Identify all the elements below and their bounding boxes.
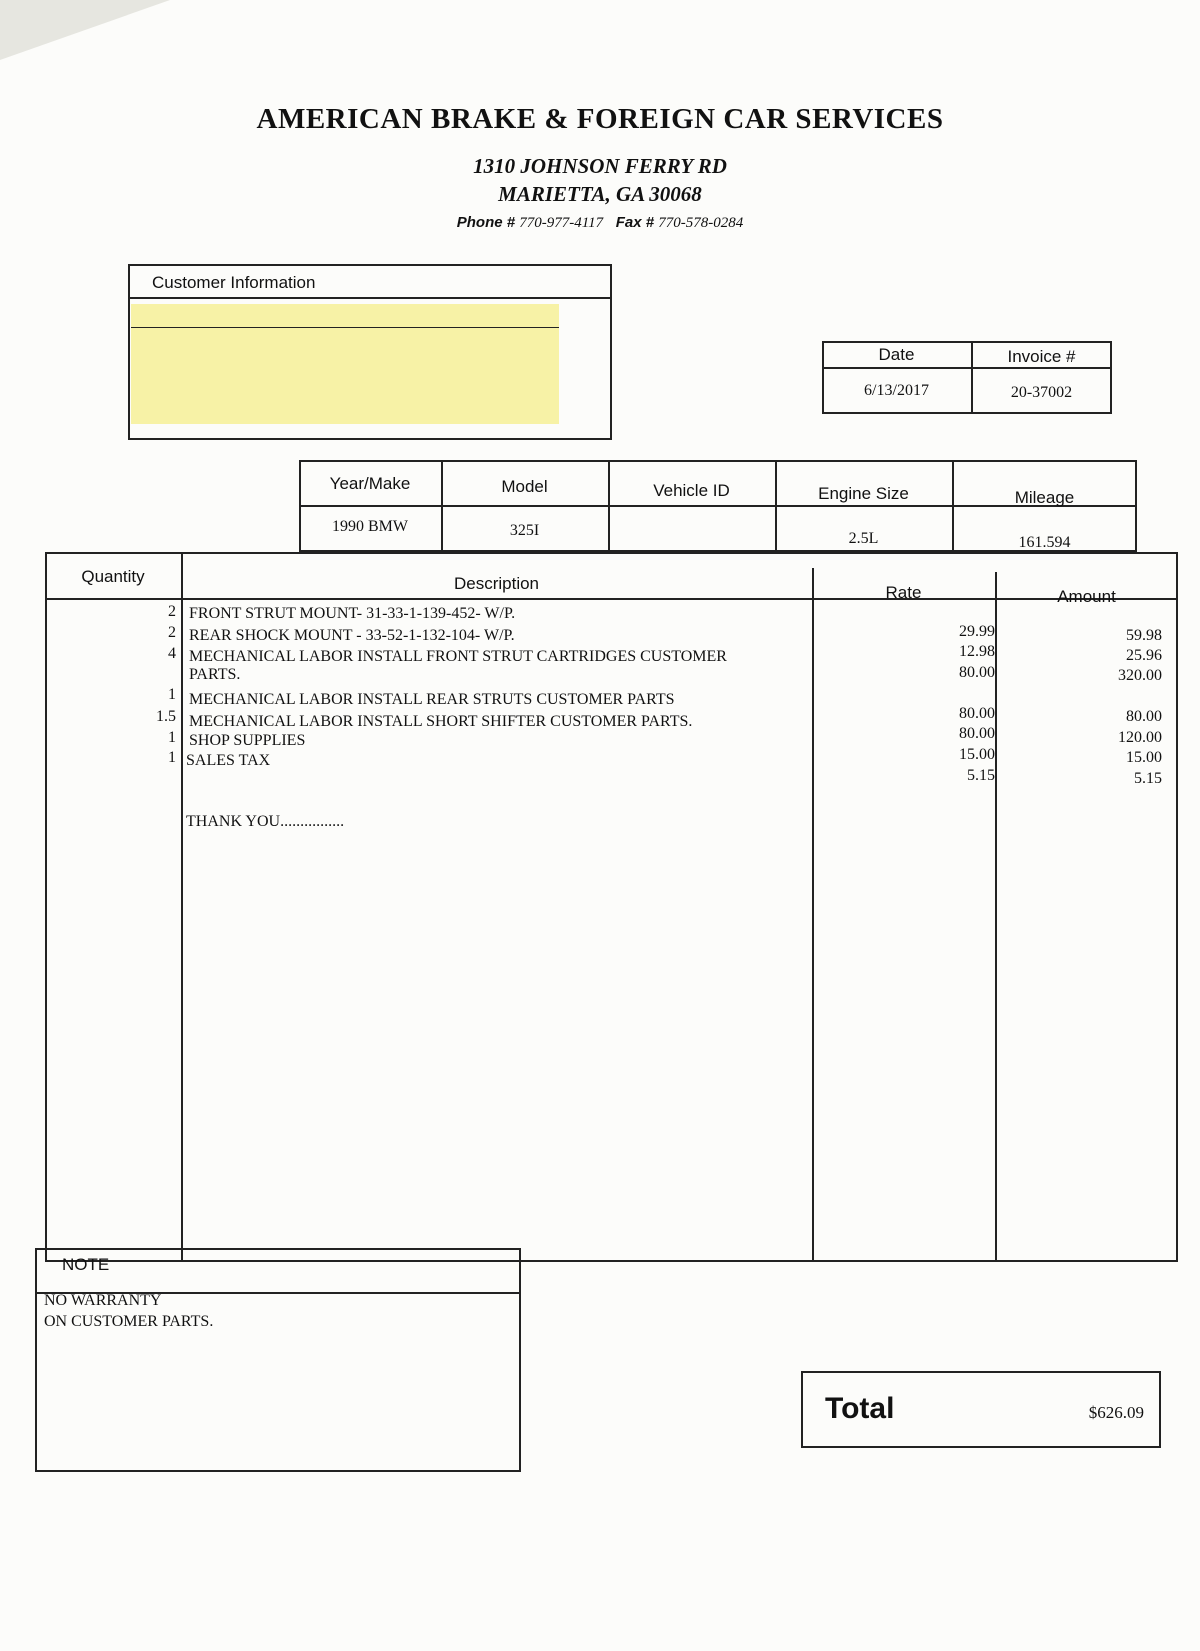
item-quantity: 1 — [168, 686, 176, 703]
date-label: Date — [878, 345, 915, 364]
vehicle-year-make: 1990 BMW — [332, 518, 408, 535]
item-quantity: 1 — [168, 729, 176, 746]
items-col-sep-description — [812, 568, 814, 1262]
total-value: $626.09 — [1088, 1403, 1144, 1422]
fax-label: Fax # — [615, 214, 655, 231]
item-rate: 80.00 — [959, 664, 995, 681]
item-amount: 59.98 — [1126, 627, 1162, 644]
company-address-line2: MARIETTA, GA 30068 — [498, 182, 702, 206]
item-quantity: 1 — [168, 749, 176, 766]
items-header-description: Description — [453, 574, 540, 593]
vehicle-mileage: 161.594 — [1018, 534, 1071, 551]
redacted-customer-highlight — [131, 304, 559, 424]
item-quantity: 4 — [168, 645, 176, 662]
items-header-amount: Amount — [1057, 587, 1116, 606]
items-col-sep-rate — [995, 572, 997, 1262]
item-quantity: 1.5 — [156, 708, 176, 725]
item-description: SALES TAX — [186, 752, 271, 769]
note-box — [35, 1248, 521, 1472]
item-quantity: 2 — [168, 624, 176, 641]
item-rate: 80.00 — [959, 725, 995, 742]
vehicle-header-mileage: Mileage — [1014, 488, 1075, 507]
invoice-date: 6/13/2017 — [864, 382, 929, 399]
item-amount: 80.00 — [1126, 708, 1162, 725]
total-label: Total — [825, 1392, 895, 1425]
note-line1: NO WARRANTY — [44, 1292, 162, 1309]
vehicle-col-sep-2 — [608, 460, 610, 552]
item-amount: 5.15 — [1134, 770, 1162, 787]
phone-label: Phone # — [456, 214, 516, 231]
item-description-continued: PARTS. — [189, 666, 241, 683]
item-description: MECHANICAL LABOR INSTALL FRONT STRUT CARTRIDGES CUSTOMER — [189, 648, 727, 665]
item-rate: 15.00 — [959, 746, 995, 763]
company-contact-line — [0, 214, 1200, 232]
item-rate: 29.99 — [959, 623, 995, 640]
note-label: NOTE — [62, 1255, 110, 1274]
vehicle-header-engine-size: Engine Size — [818, 484, 909, 503]
invoice-number: 20-37002 — [1010, 384, 1073, 401]
item-description: MECHANICAL LABOR INSTALL SHORT SHIFTER CUSTOMER PARTS. — [189, 713, 693, 730]
item-rate: 12.98 — [959, 643, 995, 660]
note-line2: ON CUSTOMER PARTS. — [44, 1313, 214, 1330]
item-description: FRONT STRUT MOUNT- 31-33-1-139-452- W/P. — [189, 605, 516, 622]
item-quantity: 2 — [168, 603, 176, 620]
item-amount: 25.96 — [1126, 647, 1162, 664]
vehicle-header-vehicle-id: Vehicle ID — [653, 481, 730, 500]
item-rate: 80.00 — [959, 705, 995, 722]
items-col-sep-quantity — [181, 552, 183, 1262]
item-amount: 320.00 — [1118, 667, 1162, 684]
vehicle-engine-size: 2.5L — [848, 530, 879, 547]
customer-info-divider — [128, 297, 612, 299]
items-header-rate: Rate — [885, 583, 922, 602]
item-description: REAR SHOCK MOUNT - 33-52-1-132-104- W/P. — [189, 627, 515, 644]
redaction-strike-line — [131, 327, 559, 328]
item-description: SHOP SUPPLIES — [189, 732, 306, 749]
date-invoice-divider — [822, 367, 1112, 369]
vehicle-header-year-make: Year/Make — [329, 474, 411, 493]
item-amount: 15.00 — [1126, 749, 1162, 766]
item-amount: 120.00 — [1118, 729, 1162, 746]
vehicle-model: 325I — [509, 522, 540, 539]
invoice-number-label: Invoice # — [1007, 347, 1076, 366]
vehicle-header-model: Model — [501, 477, 548, 496]
items-header-quantity: Quantity — [81, 567, 145, 586]
phone-number: 770-977-4117 — [519, 215, 604, 231]
company-address-line1: 1310 JOHNSON FERRY RD — [473, 154, 727, 178]
item-description: MECHANICAL LABOR INSTALL REAR STRUTS CUSTOMER PARTS — [189, 691, 675, 708]
customer-info-label: Customer Information — [152, 273, 316, 292]
thank-you-note: THANK YOU................ — [186, 813, 345, 830]
fax-number: 770-578-0284 — [658, 215, 744, 231]
item-rate: 5.15 — [967, 767, 995, 784]
page-fold-corner — [0, 0, 170, 60]
company-name: AMERICAN BRAKE & FOREIGN CAR SERVICES — [256, 103, 944, 135]
